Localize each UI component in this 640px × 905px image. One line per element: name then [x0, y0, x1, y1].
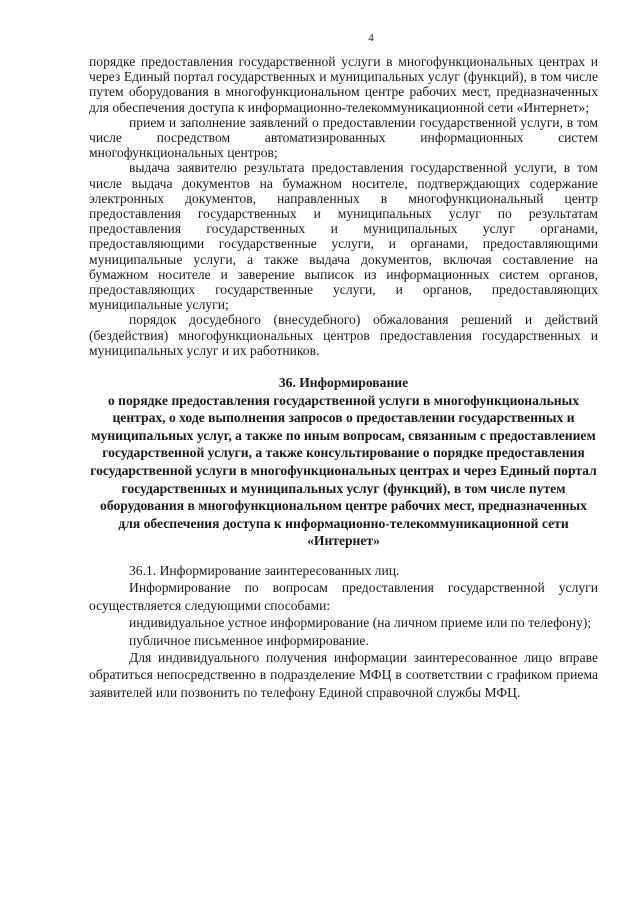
paragraph: 36.1. Информирование заинтересованных лиц.: [129, 563, 400, 578]
spacer: [89, 550, 598, 562]
paragraph: индивидуальное устное информирование (на личном приеме или по телефону);: [129, 615, 592, 631]
paragraph: порядок досудебного (внесудебного) обжалования решений и действий (бездействия) многофункциональных центров предоставления государственных и муниципальных услуг и их работников.: [89, 312, 598, 358]
paragraph: Для индивидуального получения информации заинтересованное лицо вправе обратиться непосредственно в подразделение МФЦ в соответствии с графиком приема заявителей или позвонить по телефону Единой справочной службы МФЦ.: [89, 650, 598, 700]
top-paragraphs: [89, 54, 598, 358]
bottom-paragraphs: [89, 562, 598, 701]
paragraph: Информирование по вопросам предоставления государственной услуги осуществляется следующими способами:: [89, 580, 598, 613]
page-number: 4: [368, 32, 374, 44]
paragraph: порядке предоставления государственной услуги в многофункциональных центрах и через Единый портал государственных и муниципальных услуг (функций), в том числе путем оборудования в многофункциональном центре рабочих мест, предназначенных для обеспечения доступа к информационно-телекоммуникационной сети «Интернет»;: [89, 54, 598, 115]
paragraph: прием и заполнение заявлений о предоставлении государственной услуги, в том числе посредством автоматизированных информационных систем многофункциональных центров;: [89, 114, 598, 161]
paragraph: выдача заявителю результата предоставления государственной услуги, в том числе выдача документов на бумажном носителе, подтверждающих содержание электронных документов, направленных в многофункциональный центр предоставления государственных и муниципальных услуг по результатам предоставления государственных и муниципальных услуг органами, предоставляющими государственные услуги, и органами, предоставляющими муниципальные услуги, а также выдача документов, включая составление на бумажном носителе и заверение выписок из информационных систем органов, предоставляющих государственные услуги, и органов, предоставляющих муниципальные услуги;: [89, 160, 598, 313]
paragraph: публичное письменное информирование.: [129, 632, 369, 648]
section-subtitle: о порядке предоставления государственной услуги в многофункциональных центрах, о ходе выполнения запросов о предоставлении государственных и муниципальных услуг, а также по иным вопросам, связанным с предоставлением государственной услуги, а также консультирование о порядке предоставления государственной услуги в многофункциональных центрах и через Единый портал государственных и муниципальных услуг (функций), в том числе путем оборудования в многофункциональном центре рабочих мест, предназначенных для обеспечения доступа к информационно-телекоммуникационной сети «Интернет»: [90, 392, 597, 549]
section-number-title: 36. Информирование: [278, 375, 409, 391]
